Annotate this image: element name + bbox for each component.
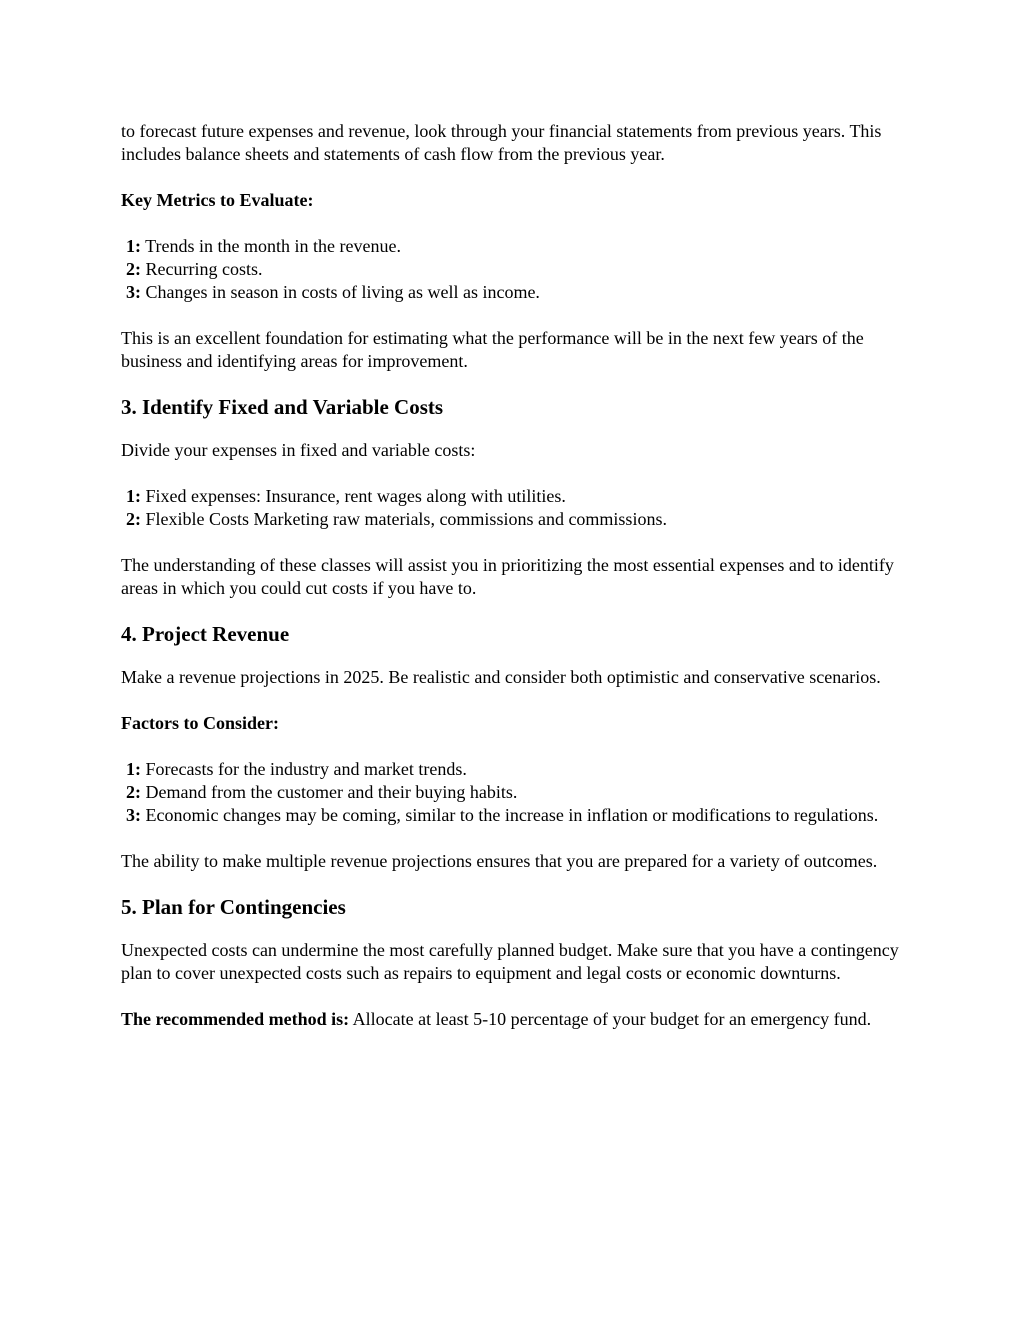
list-item <box>121 485 911 508</box>
recommendation-text: Allocate at least 5-10 percentage of your budget for an emergency fund. <box>349 1009 872 1029</box>
list-item-text: Demand from the customer and their buying habits. <box>141 782 518 802</box>
list-item <box>121 258 911 281</box>
cost-types-list <box>121 485 911 531</box>
list-item-number: 3: <box>126 805 141 825</box>
key-metrics-conclusion: This is an excellent foundation for estimating what the performance will be in the next few years of the business and identifying areas for improvement. <box>121 328 864 371</box>
section-3-intro: Divide your expenses in fixed and variable costs: <box>121 440 476 460</box>
list-item-number: 1: <box>126 486 141 506</box>
list-item-number: 2: <box>126 259 141 279</box>
list-item <box>121 508 911 531</box>
section-5-heading: 5. Plan for Contingencies <box>121 895 346 919</box>
section-5-intro: Unexpected costs can undermine the most carefully planned budget. Make sure that you have a contingency plan to cover unexpected costs such as repairs to equipment and legal costs or economic downturns. <box>121 940 899 983</box>
list-item-number: 2: <box>126 509 141 529</box>
key-metrics-list <box>121 235 911 304</box>
recommendation-label: The recommended method is: <box>121 1009 350 1029</box>
key-metrics-label: Key Metrics to Evaluate: <box>121 190 314 210</box>
section-4-heading: 4. Project Revenue <box>121 622 290 646</box>
list-item <box>121 281 911 304</box>
factors-list <box>121 758 911 827</box>
list-item-text: Economic changes may be coming, similar to the increase in inflation or modifications to regulations. <box>141 805 879 825</box>
intro-paragraph: to forecast future expenses and revenue, look through your financial statements from previous years. This includes balance sheets and statements of cash flow from the previous year. <box>121 121 882 164</box>
section-4-intro: Make a revenue projections in 2025. Be realistic and consider both optimistic and conservative scenarios. <box>121 667 881 687</box>
list-item <box>121 781 911 804</box>
list-item-text: Flexible Costs Marketing raw materials, commissions and commissions. <box>141 509 667 529</box>
list-item-number: 1: <box>126 236 141 256</box>
list-item-text: Forecasts for the industry and market trends. <box>141 759 467 779</box>
list-item-text: Fixed expenses: Insurance, rent wages along with utilities. <box>141 486 566 506</box>
list-item-number: 3: <box>126 282 141 302</box>
list-item-number: 1: <box>126 759 141 779</box>
recommendation-paragraph <box>121 1008 911 1031</box>
document-page <box>121 120 911 1054</box>
list-item <box>121 804 911 827</box>
section-3-conclusion: The understanding of these classes will assist you in prioritizing the most essential expenses and to identify areas in which you could cut costs if you have to. <box>121 555 894 598</box>
list-item <box>121 758 911 781</box>
section-3-heading: 3. Identify Fixed and Variable Costs <box>121 395 444 419</box>
list-item-text: Changes in season in costs of living as well as income. <box>141 282 540 302</box>
list-item-number: 2: <box>126 782 141 802</box>
factors-label: Factors to Consider: <box>121 713 279 733</box>
list-item-text: Recurring costs. <box>141 259 263 279</box>
list-item-text: Trends in the month in the revenue. <box>141 236 401 256</box>
list-item <box>121 235 911 258</box>
section-4-conclusion: The ability to make multiple revenue projections ensures that you are prepared for a variety of outcomes. <box>121 851 878 871</box>
